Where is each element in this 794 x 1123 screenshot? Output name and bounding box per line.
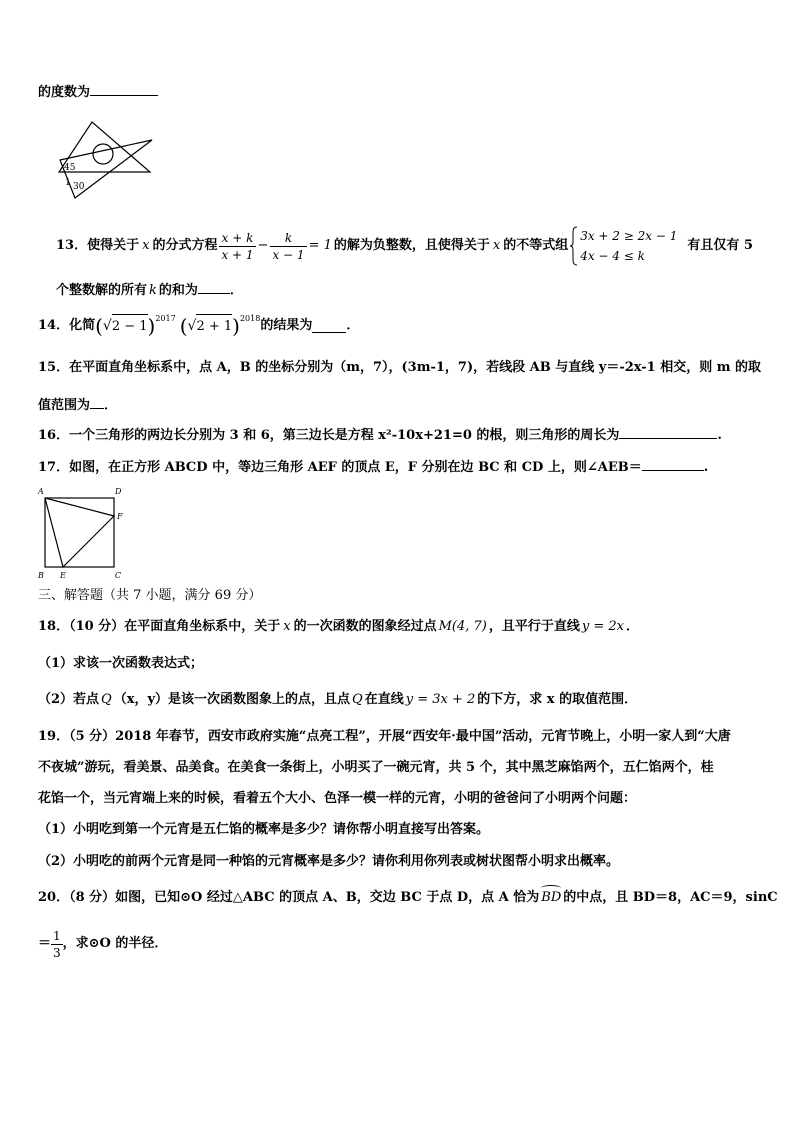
q13-mid3: 的不等式组 <box>503 238 569 253</box>
point-q-2: Q <box>352 692 363 707</box>
fraction-2 <box>270 230 306 263</box>
q19-line2: 不夜城”游玩，看美景、品美食。在美食一条街上，小明买了一碗元宵，共 5 个，其中黑芝麻馅两个，五仁馅两个，桂 <box>38 760 714 775</box>
q18-p2b: （x，y）是该一次函数图象上的点，且点 <box>113 692 351 707</box>
q20-line1 <box>38 889 778 907</box>
q17-text: 17．如图，在正方形 ABCD 中，等边三角形 AEF 的顶点 E，F 分别在边 BC 和 CD 上，则∠AEB＝ <box>38 460 642 475</box>
q14-end: ． <box>346 318 360 333</box>
label-b: B <box>38 571 44 580</box>
point-m: M(4, 7) <box>438 619 487 634</box>
q19-part1: （1）小明吃到第一个元宵是五仁馅的概率是多少？请你帮小明直接写出答案。 <box>38 822 490 837</box>
q13-prefix: 13．使得关于 <box>56 238 140 253</box>
label-f: F <box>117 512 123 521</box>
inequality-2: 4x − 4 ≤ k <box>580 249 645 263</box>
q13-end: ． <box>229 283 243 298</box>
q12-tail-text: 的度数为 <box>38 85 91 100</box>
label-c: C <box>115 571 122 580</box>
q15-line2 <box>38 396 117 415</box>
fraction-denominator: 3 <box>53 945 61 960</box>
line-y-2x: y = 2x <box>581 619 624 634</box>
q19-line3: 花馅一个，当元宵端上来的时候，看着五个大小、色泽一模一样的元宵，小明的爸爸问了小明两个问题： <box>38 791 637 806</box>
q13-line1 <box>56 226 753 266</box>
exponent-2018: 2018 <box>239 313 261 323</box>
var-k: k <box>149 283 157 298</box>
label-a: A <box>38 487 44 496</box>
q20-l2a: ＝ <box>38 936 52 951</box>
q13-line2b: 的和为 <box>158 283 198 298</box>
q18-head-b: 的一次函数的图象经过点 <box>293 619 437 634</box>
expr-2: ( √ 2 + 1 ) 2018 <box>179 313 261 338</box>
point-q: Q <box>101 692 112 707</box>
q16-line <box>38 426 722 445</box>
q18-head <box>38 618 639 636</box>
q20-l2b: ，求⊙O 的半径． <box>62 936 168 951</box>
q16-text: 16．一个三角形的两边长分别为 3 和 6，第三边长是方程 x²-10x+21=0 的根，则三角形的周长为 <box>38 428 620 443</box>
answer-blank <box>619 426 717 439</box>
answer-blank <box>90 83 158 96</box>
q18-part1: （1）求该一次函数表达式； <box>38 656 204 671</box>
q20-line2 <box>38 924 167 964</box>
inequality-system <box>570 226 677 266</box>
expr-2-radicand: 2 + 1 <box>196 314 232 339</box>
q20-l1b: 的中点，且 BD＝8，AC＝9，sinC <box>563 890 778 905</box>
q18-part2 <box>38 691 637 709</box>
q12-figure <box>55 120 155 200</box>
q13-mid2: 的解为负整数，且使得关于 <box>333 238 490 253</box>
expr-1: ( √ 2 − 1 ) 2017 <box>95 313 176 338</box>
fraction-2-denominator: x − 1 <box>272 247 305 262</box>
q14-suffix: 的结果为 <box>260 318 313 333</box>
q18-p2c: 在直线 <box>364 692 404 707</box>
figure-circle <box>93 144 113 164</box>
fraction-1-numerator: x + k <box>219 230 255 247</box>
expr-1-radicand: 2 − 1 <box>112 314 148 339</box>
angle-1-label: 1 <box>65 178 71 188</box>
q12-tail <box>38 83 158 102</box>
q15-end: ． <box>104 398 118 413</box>
answer-blank <box>642 458 704 471</box>
fraction-1-denominator: x + 1 <box>221 247 254 262</box>
q18-head-c: ，且平行于直线 <box>488 619 580 634</box>
q14-line <box>38 312 359 340</box>
square-abcd <box>45 498 114 567</box>
fraction-one-third <box>51 928 63 961</box>
q13-mid4: 有且仅有 5 <box>687 238 753 253</box>
answer-blank <box>198 281 230 294</box>
q15-line2-text: 值范围为 <box>38 398 91 413</box>
fraction-2-numerator: k <box>270 230 306 247</box>
q15-line1: 15．在平面直角坐标系中，点 A，B 的坐标分别为（m，7），(3m-1，7)，若线段 AB 与直线 y＝-2x-1 相交，则 m 的取 <box>38 360 762 375</box>
var-x: x <box>283 619 291 634</box>
q19-line1: 19．（5 分）2018 年春节，西安市政府实施“点亮工程”，开展“西安年·最中国”活动，元宵节晚上，小明一家人到“大唐 <box>38 729 731 744</box>
minus-sign: − <box>257 238 269 253</box>
left-brace-icon <box>570 226 578 266</box>
var-x: x <box>142 238 150 253</box>
q13-mid1: 的分式方程 <box>152 238 218 253</box>
inequality-1: 3x + 2 ≥ 2x − 1 <box>580 229 678 243</box>
equals-one: = 1 <box>308 238 332 253</box>
answer-blank <box>90 396 104 409</box>
exponent-2017: 2017 <box>155 313 176 323</box>
q18-p2a: （2）若点 <box>38 692 100 707</box>
q13-line2 <box>56 281 243 300</box>
arc-bd-label: BD <box>541 890 562 905</box>
q17-line <box>38 458 708 477</box>
label-e: E <box>60 571 66 580</box>
q14-prefix: 14．化简 <box>38 318 96 333</box>
arc-bd <box>541 889 561 907</box>
q17-figure <box>36 485 136 581</box>
q18-p2d: 的下方，求 x 的取值范围． <box>477 692 638 707</box>
q17-end: . <box>703 460 709 475</box>
section-3-title: 三、解答题（共 7 小题，满分 69 分） <box>38 588 262 603</box>
var-x-2: x <box>492 238 501 253</box>
triangle-aef <box>45 498 114 567</box>
q20-l1a: 20．（8 分）如图，已知⊙O 经过△ABC 的顶点 A、B，交边 BC 于点 D，点 A 恰为 <box>38 890 540 905</box>
fraction-numerator: 1 <box>53 928 61 943</box>
answer-blank <box>312 320 346 333</box>
q16-end: . <box>717 428 722 443</box>
line-y-3x-2: y = 3x + 2 <box>405 692 476 707</box>
angle-45-label: 45 <box>64 163 76 173</box>
q18-head-a: 18．（10 分）在平面直角坐标系中，关于 <box>38 619 281 634</box>
q18-head-d: ． <box>625 619 639 634</box>
fraction-1 <box>219 230 255 263</box>
label-d: D <box>115 487 122 496</box>
angle-30-label: 30 <box>73 182 85 192</box>
q13-line2a: 个整数解的所有 <box>56 283 148 298</box>
q19-part2: （2）小明吃的前两个元宵是同一种馅的元宵概率是多少？请你利用你列表或树状图帮小明求出概率。 <box>38 854 620 869</box>
